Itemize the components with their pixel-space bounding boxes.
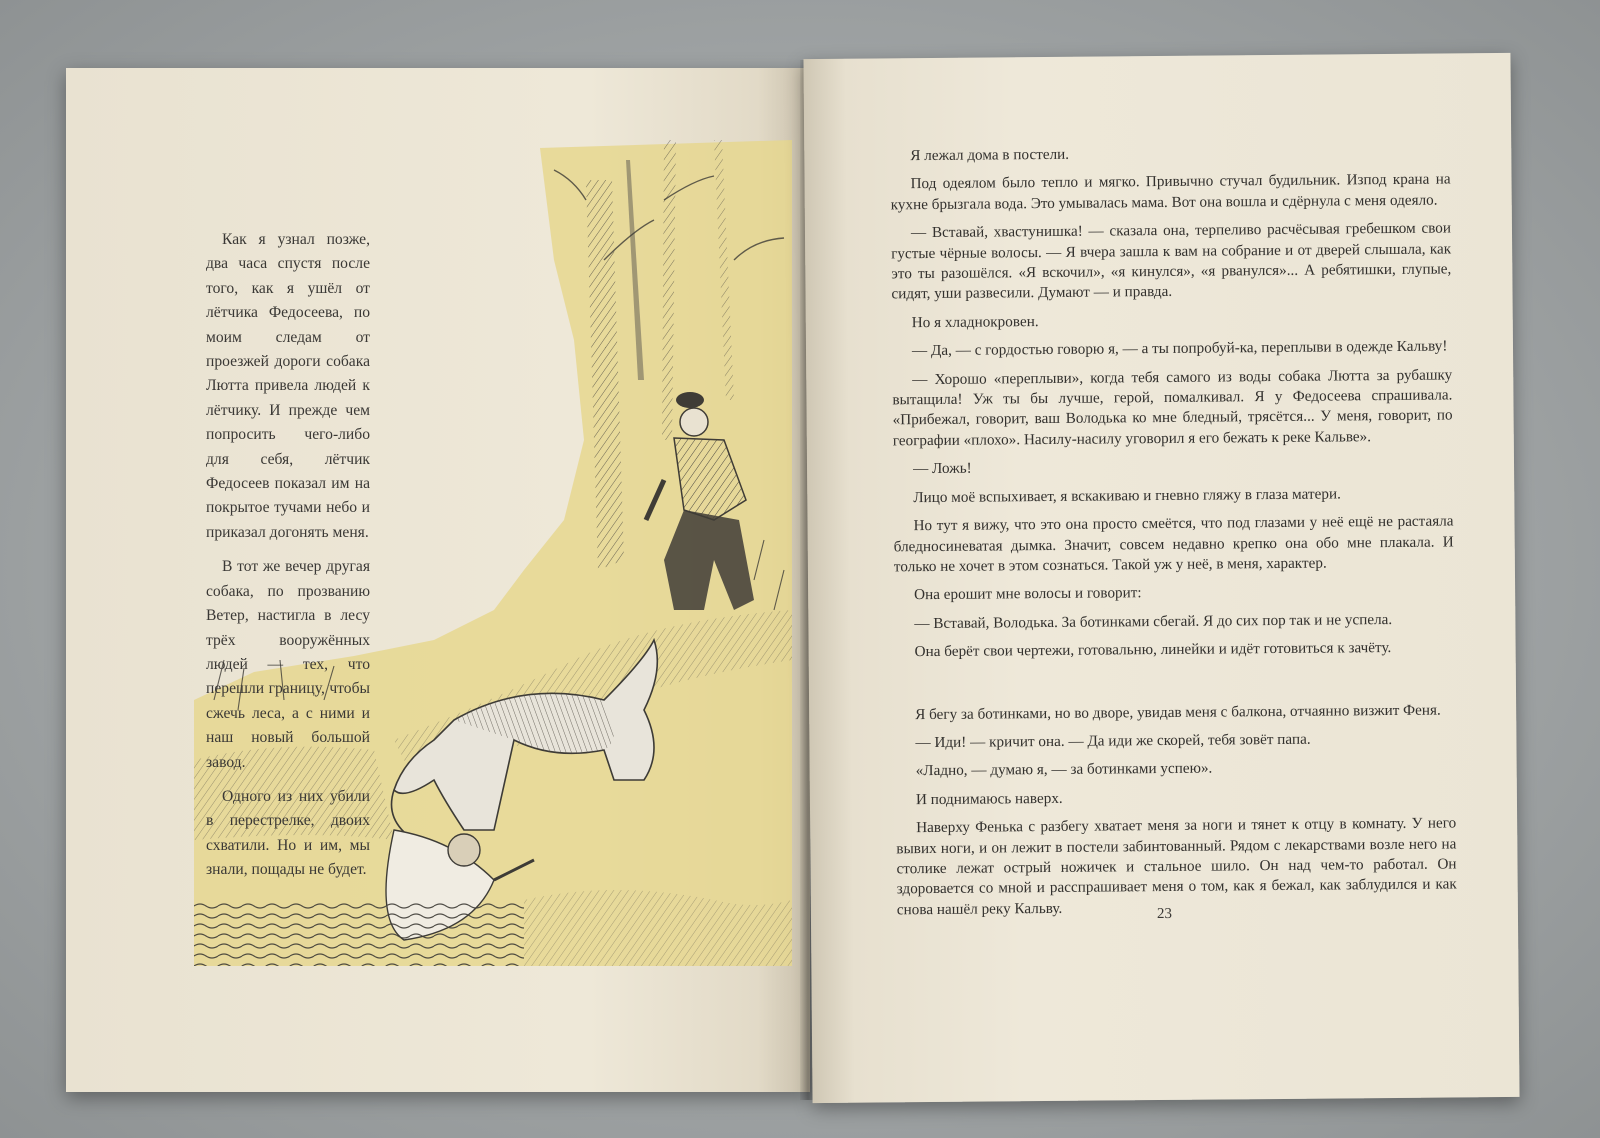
right-paragraph: — Хорошо «переплыви», когда тебя самого из воды собака Лютта за рубашку вытащила! Уж ты бы лучше, герой, помалкивал. Я у Федосеева спрашивала. «Прибежал, говорит, ваш Володька ко мне бледный, трясётся... У меня, говорит, по географии «плохо». Насилу-насилу уговорил я его бежать к реке Кальве». [892, 366, 1453, 450]
right-paragraph: Она берёт свои чертежи, готовальню, линейки и идёт готовиться к зачёту. [914, 639, 1392, 661]
section-break [895, 666, 1455, 705]
left-paragraph: В тот же вечер другая собака, по прозванию Ветер, настигла в лесу трёх вооружённых людей — тех, что перешли границу, чтобы сжечь леса, а с ними и наш новый большой завод. [206, 558, 370, 771]
right-paragraph: — Вставай, Володька. За ботинками сбегай. Я до сих пор так и не успела. [914, 610, 1393, 632]
right-paragraph: — Ложь! [912, 459, 972, 478]
right-page-text [890, 141, 1457, 928]
page-number: 23 [1156, 905, 1173, 923]
right-paragraph: Она ерошит мне волосы и говорит: [914, 584, 1142, 604]
right-paragraph: Но я хладнокровен. [911, 312, 1039, 332]
left-paragraph: Как я узнал позже, два часа спустя после того, как я ушёл от лётчика Федосеева, по моим следам от проезжей дороги собака Лютта привела людей к лётчику. И прежде чем попросить чего-либо для себя, лётчик Федосеев показал им на покрытое тучами небо и приказал догонять меня. [206, 231, 370, 541]
left-page-text [206, 228, 370, 893]
right-paragraph: Но тут я вижу, что это она просто смеётся, что под глазами у неё ещё не растаяла бледносиневатая дымка. Значит, совсем недавно крепко она обо мне плакала. И только не хочет в этом сознаться. Такой уж у неё, в меня, характер. [893, 512, 1454, 576]
right-paragraph: Под одеялом было тепло и мягко. Привычно стучал будильник. Изпод крана на кухне брызгала вода. Это умывалась мама. Вот она вошла и сдёрнула с меня одеяло. [890, 170, 1451, 214]
right-paragraph: — Вставай, хвастунишка! — сказала она, терпеливо расчёсывая гребешком свои густые чёрные волосы. — Я вчера зашла к вам на собрание и от дверей слышала, как это ты разошёлся. «Я вскочил», «я кинулся», «я рванулся»... А ребятишки, глупые, сидят, уши развесили. Думают — и правда. [891, 219, 1452, 303]
right-paragraph: Я лежал дома в постели. [910, 145, 1070, 165]
right-paragraph: — Иди! — кричит она. — Да иди же скорей, тебя зовёт папа. [915, 730, 1311, 752]
right-paragraph: Лицо моё вспыхивает, я вскакиваю и гневно гляжу в глаза матери. [913, 485, 1341, 506]
right-paragraph: — Да, — с гордостью говорю я, — а ты попробуй-ка, переплыви в одежде Кальву! [911, 337, 1448, 360]
right-paragraph: И поднимаюсь наверх. [915, 789, 1063, 808]
left-paragraph: Одного из них убили в перестрелке, двоих схватили. Но и им, мы знали, пощады не будет. [206, 787, 370, 879]
right-paragraph: Наверху Фенька с разбегу хватает меня за ноги и тянет к отцу в комнату. У него вывих ноги, и он лежит в постели забинтованный. Рядом с лекарствами возле него на столике лежат острый ножичек и стальное шило. Он над чем-то работал. Он здоровается со мной и расспрашивает меня о том, как я бежал, как заблудился и как снова нашёл реку Кальву. [896, 814, 1457, 919]
right-paragraph: «Ладно, — думаю я, — за ботинками успею». [915, 759, 1213, 780]
right-page [803, 53, 1519, 1103]
left-page [66, 68, 810, 1092]
right-paragraph: Я бегу за ботинками, но во дворе, увидав меня с балкона, отчаянно визжит Феня. [915, 701, 1441, 723]
